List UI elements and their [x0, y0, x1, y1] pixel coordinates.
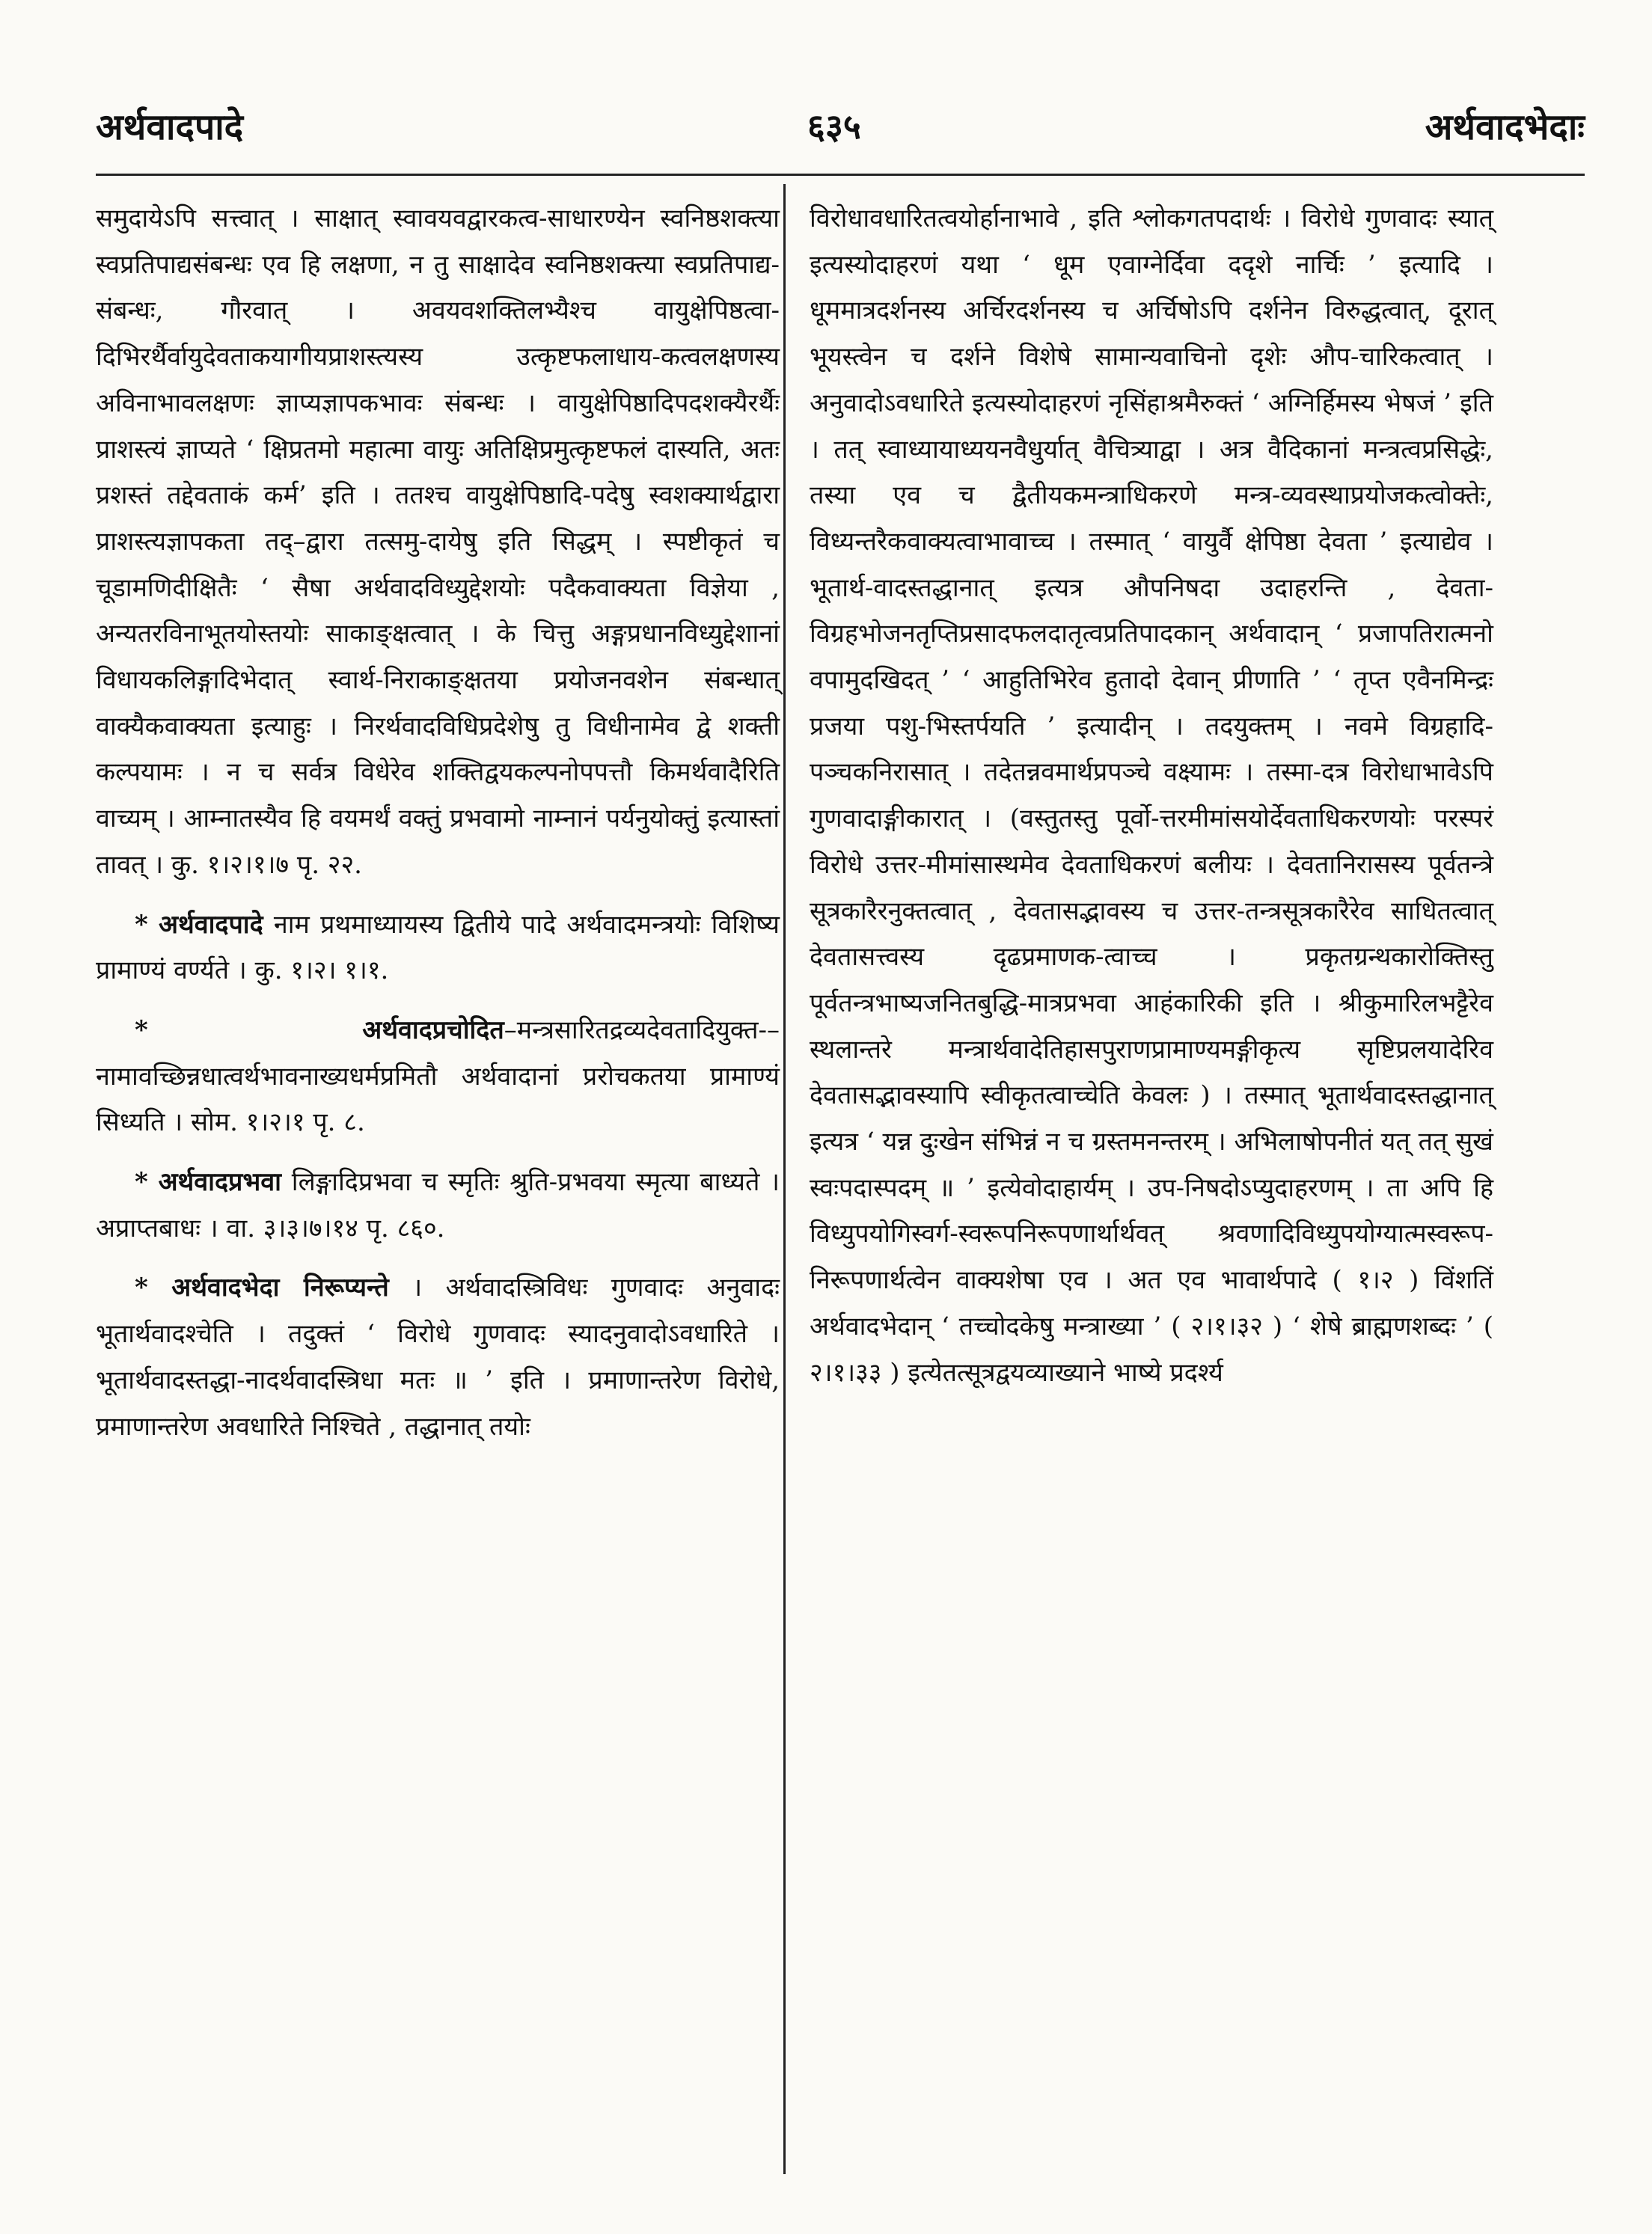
right-column [810, 196, 1493, 1396]
running-head-left: अर्थवादपादे [96, 105, 244, 148]
entry-star: * [135, 1015, 148, 1045]
entry-star: * [135, 1167, 148, 1198]
column-divider [783, 184, 786, 2174]
continuation-paragraph [810, 196, 1493, 1396]
page-number: ६३५ [807, 106, 861, 147]
dictionary-entry [96, 902, 780, 994]
entry-headword: अर्थवादपादे [159, 909, 263, 940]
left-column [96, 196, 780, 1450]
entry-headword: अर्थवादभेदा निरूप्यन्ते [171, 1273, 389, 1303]
dictionary-entry [96, 1160, 780, 1252]
entry-text: –मन्त्रसारितद्रव्यदेवतादियुक्त-–नामावच्छिन्नधात्वर्थभावनाख्यधर्मप्रमितौ अर्थवादानां प्ररोचकतया प्रामाण्यं सिध्यति । सोम. १।२।१ पृ. ८. [96, 1015, 780, 1138]
entry-text: नाम प्रथमाध्यायस्य द्वितीये पादे अर्थवादमन्त्रयोः विशिष्य प्रामाण्यं वर्ण्यते । कु. १।२। १।१. [96, 909, 780, 986]
entry-headword: अर्थवादप्रचोदित [362, 1015, 504, 1045]
running-head-right: अर्थवादभेदाः [1425, 105, 1585, 148]
entry-text: लिङ्गादिप्रभवा च स्मृतिः श्रुति-प्रभवया स्मृत्या बाध्यते । अप्राप्तबाधः । वा. ३।३।७।१४ पृ. ८६०. [96, 1167, 780, 1243]
dictionary-entry [96, 1265, 780, 1450]
dictionary-entry [96, 1008, 780, 1146]
entry-text: समुदायेऽपि सत्त्वात् । साक्षात् स्वावयवद्वारकत्व-साधारण्येन स्वनिष्ठशक्त्या स्वप्रतिपाद्यसंबन्धः एव हि लक्षणा, न तु साक्षादेव स्वनिष्ठशक्त्या स्वप्रतिपाद्य-संबन्धः, गौरवात् । अवयवशक्तिलभ्यैश्च वायुक्षेपिष्ठत्वा-दिभिरर्थैर्वायुदेवताकयागीयप्राशस्त्यस्य उत्कृष्टफलाधाय-कत्वलक्षणस्य अविनाभावलक्षणः ज्ञाप्यज्ञापकभावः संबन्धः । वायुक्षेपिष्ठादिपदशक्यैरर्थैः प्राशस्त्यं ज्ञाप्यते ‘ क्षिप्रतमो महात्मा वायुः अतिक्षिप्रमुत्कृष्टफलं दास्यति, अतः प्रशस्तं तद्देवताकं कर्म’ इति । ततश्च वायुक्षेपिष्ठादि-पदेषु स्वशक्यार्थद्वारा प्राशस्त्यज्ञापकता तद्–द्वारा तत्समु-दायेषु इति सिद्धम् । स्पष्टीकृतं च चूडामणिदीक्षितैः ‘ सैषा अर्थवादविध्युद्देशयोः पदैकवाक्यता विज्ञेया , अन्यतरविनाभूतयोस्तयोः साकाङ्क्षत्वात् । के चित्तु अङ्गप्रधानविध्युद्देशानां विधायकलिङ्गादिभेदात् स्वार्थ-निराकाङ्क्षतया प्रयोजनवशेन संबन्धात् वाक्यैकवाक्यता इत्याहुः । निरर्थवादविधिप्रदेशेषु तु विधीनामेव द्वे शक्ती कल्पयामः । न च सर्वत्र विधेरेव शक्तिद्वयकल्पनोपपत्तौ किमर्थवादैरिति वाच्यम् । आम्नातस्यैव हि वयमर्थं वक्तुं प्रभवामो नाम्नानं पर्यनुयोक्तुं इत्यास्तां तावत् । कु. १।२।१।७ पृ. २२. [96, 203, 780, 880]
continuation-paragraph [96, 196, 780, 889]
header-rule [96, 174, 1585, 176]
entry-star: * [135, 1273, 148, 1303]
running-head [96, 96, 1585, 156]
entry-text: । अर्थवादस्त्रिविधः गुणवादः अनुवादः भूतार्थवादश्चेति । तदुक्तं ‘ विरोधे गुणवादः स्यादनुवादोऽवधारिते । भूतार्थवादस्तद्धा-नादर्थवादस्त्रिधा मतः ॥ ’ इति । प्रमाणान्तरेण विरोधे, प्रमाणान्तरेण अवधारिते निश्चिते , तद्धानात् तयोः [96, 1273, 780, 1442]
entry-text: विरोधावधारितत्वयोर्हानाभावे , इति श्लोकगतपदार्थः । विरोधे गुणवादः स्यात् इत्यस्योदाहरणं यथा ‘ धूम एवाग्नेर्दिवा ददृशे नार्चिः ’ इत्यादि । धूममात्रदर्शनस्य अर्चिरदर्शनस्य च अर्चिषोऽपि दर्शनेन विरुद्धत्वात्, दूरात् भूयस्त्वेन च दर्शने विशेषे सामान्यवाचिनो दृशेः औप-चारिकत्वात् । अनुवादोऽवधारिते इत्यस्योदाहरणं नृसिंहाश्रमैरुक्तं ‘ अग्निर्हिमस्य भेषजं ’ इति । तत् स्वाध्यायाध्ययनवैधुर्यात् वैचित्र्याद्वा । अत्र वैदिकानां मन्त्रत्वप्रसिद्धेः, तस्या एव च द्वैतीयकमन्त्राधिकरणे मन्त्र-व्यवस्थाप्रयोजकत्वोक्तेः, विध्यन्तरैकवाक्यत्वाभावाच्च । तस्मात् ‘ वायुर्वै क्षेपिष्ठा देवता ’ इत्याद्येव । भूतार्थ-वादस्तद्धानात् इत्यत्र औपनिषदा उदाहरन्ति , देवता-विग्रहभोजनतृप्तिप्रसादफलदातृत्वप्रतिपादकान् अर्थवादान् ‘ प्रजापतिरात्मनो वपामुदखिदत् ’ ‘ आहुतिभिरेव हुतादो देवान् प्रीणाति ’ ‘ तृप्त एवैनमिन्द्रः प्रजया पशु-भिस्तर्पयति ’ इत्यादीन् । तदयुक्तम् । नवमे विग्रहादि-पञ्चकनिरासात् । तदेतन्नवमार्थप्रपञ्चे वक्ष्यामः । तस्मा-दत्र विरोधाभावेऽपि गुणवादाङ्गीकारात् । (वस्तुतस्तु पूर्वो-त्तरमीमांसयोर्देवताधिकरणयोः परस्परं विरोधे उत्तर-मीमांसास्थमेव देवताधिकरणं बलीयः । देवतानिरासस्य पूर्वतन्त्रे सूत्रकारैरनुक्तत्वात् , देवतासद्भावस्य च उत्तर-तन्त्रसूत्रकारैरेव साधितत्वात् देवतासत्त्वस्य दृढप्रमाणक-त्वाच्च । प्रकृतग्रन्थकारोक्तिस्तु पूर्वतन्त्रभाष्यजनितबुद्धि-मात्रप्रभवा आहंकारिकी इति । श्रीकुमारिलभट्टैरेव स्थलान्तरे मन्त्रार्थवादेतिहासपुराणप्रामाण्यमङ्गीकृत्य सृष्टिप्रलयादेरिव देवतासद्भावस्यापि स्वीकृतत्वाच्चेति केवलः ) । तस्मात् भूतार्थवादस्तद्धानात् इत्यत्र ‘ यन्न दुःखेन संभिन्नं न च ग्रस्तमनन्तरम् । अभिलाषोपनीतं यत् तत् सुखं स्वःपदास्पदम् ॥ ’ इत्येवोदाहार्यम् । उप-निषदोऽप्युदाहरणम् । ता अपि हि विध्युपयोगिस्वर्ग-स्वरूपनिरूपणार्थार्थवत् श्रवणादिविध्युपयोग्यात्मस्वरूप-निरूपणार्थत्वेन वाक्यशेषा एव । अत एव भावार्थपादे ( १।२ ) विंशतिं अर्थवादभेदान् ‘ तच्चोदकेषु मन्त्राख्या ’ ( २।१।३२ ) ‘ शेषे ब्राह्मणशब्दः ’ ( २।१।३३ ) इत्येतत्सूत्रद्वयव्याख्याने भाष्ये प्रदर्श्य [810, 203, 1493, 1388]
entry-star: * [135, 909, 148, 940]
entry-headword: अर्थवादप्रभवा [158, 1167, 281, 1198]
